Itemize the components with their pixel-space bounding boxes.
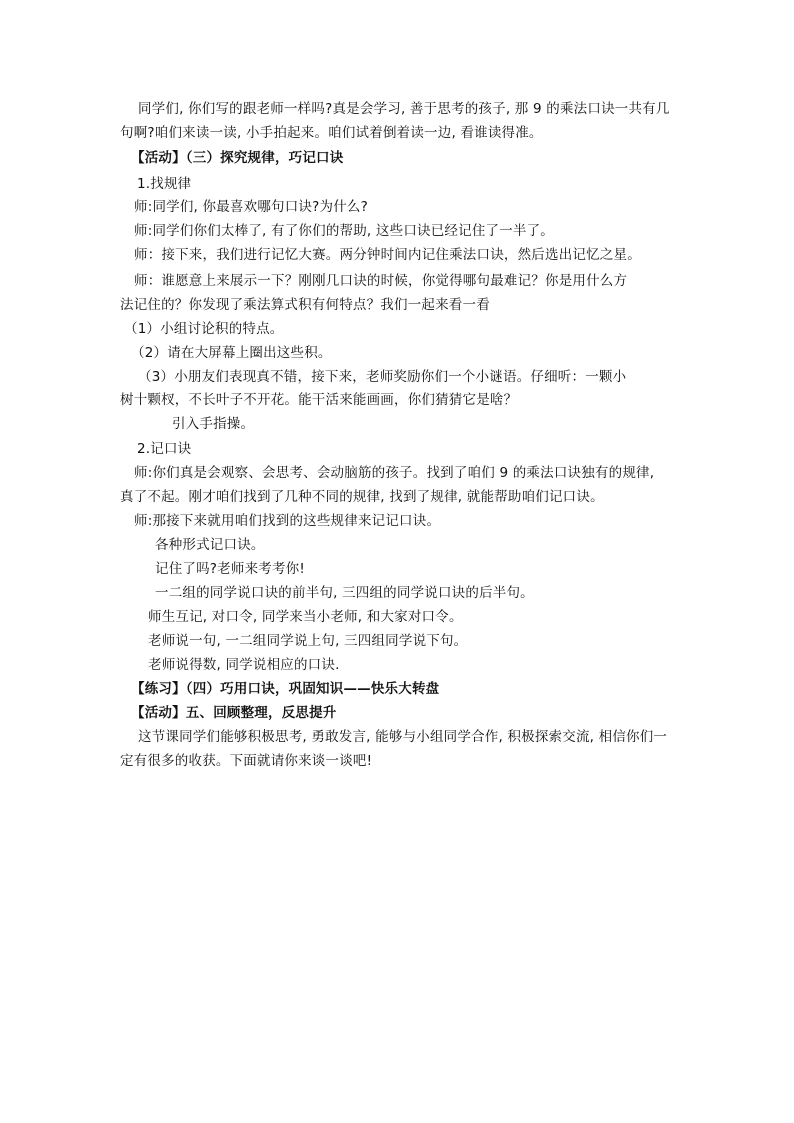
method-line-1: 各种形式记口诀。	[155, 537, 265, 553]
list-item-3: （3）小朋友们表现真不错，接下来，老师奖励你们一个小谜语。仔细听：一颗小	[138, 369, 627, 385]
method-line-4: 师生互记, 对口令, 同学来当小老师, 和大家对口令。	[148, 609, 463, 625]
teacher-line-4: 师：谁愿意上来展示一下？刚刚几口诀的时候，你觉得哪句最难记？你是用什么方	[134, 273, 628, 289]
subheading-memorize: 2.记口诀	[137, 441, 192, 457]
teacher-line-5-cont: 真了不起。刚才咱们找到了几种不同的规律, 找到了规律, 就能帮助咱们记口诀。	[120, 489, 604, 505]
paragraph-line-2: 句啊?咱们来读一读, 小手拍起来。咱们试着倒着读一边, 看谁读得准。	[120, 125, 543, 141]
section-heading-activity-3: 【活动】（三）探究规律，巧记口诀	[131, 150, 344, 166]
list-item-1: （1）小组讨论积的特点。	[124, 321, 284, 337]
closing-line-1: 这节课同学们能够积极思考, 勇敢发言, 能够与小组同学合作, 积极探索交流, 相信你们一	[138, 729, 668, 745]
method-line-3: 一二组的同学说口诀的前半句, 三四组的同学说口诀的后半句。	[155, 585, 534, 601]
section-heading-practice-4: 【练习】（四）巧用口诀，巩固知识——快乐大转盘	[131, 681, 440, 697]
finger-exercise-line: 引入手指操。	[172, 416, 255, 432]
paragraph-line-1: 同学们, 你们写的跟老师一样吗?真是会学习, 善于思考的孩子, 那 9 的乘法口诀一共有几	[138, 101, 670, 117]
teacher-line-1: 师:同学们, 你最喜欢哪句口诀?为什么?	[134, 199, 368, 215]
list-item-2: （2）请在大屏幕上圈出这些积。	[131, 345, 332, 361]
method-line-5: 老师说一句, 一二组同学说上句, 三四组同学说下句。	[148, 633, 468, 649]
teacher-line-3: 师：接下来，我们进行记忆大赛。两分钟时间内记住乘法口诀，然后选出记忆之星。	[134, 247, 641, 263]
teacher-line-6: 师:那接下来就用咱们找到的这些规律来记记口诀。	[134, 513, 441, 529]
method-line-6: 老师说得数, 同学说相应的口诀.	[148, 657, 340, 673]
subheading-find-pattern: 1.找规律	[137, 176, 192, 192]
section-heading-activity-5: 【活动】五、回顾整理，反思提升	[131, 705, 337, 721]
closing-line-2: 定有很多的收获。下面就请你来谈一谈吧!	[120, 753, 373, 769]
list-item-3-cont: 树十颗杈，不长叶子不开花。能干活来能画画，你们猜猜它是啥？	[120, 392, 518, 408]
teacher-line-5: 师:你们真是会观察、会思考、会动脑筋的孩子。找到了咱们 9 的乘法口诀独有的规律,	[134, 465, 655, 481]
method-line-2: 记住了吗?老师来考考你!	[155, 561, 305, 577]
teacher-line-2: 师:同学们你们太棒了, 有了你们的帮助, 这些口诀已经记住了一半了。	[134, 223, 555, 239]
teacher-line-4-cont: 法记住的？你发现了乘法算式积有何特点？我们一起来看一看	[120, 297, 490, 313]
